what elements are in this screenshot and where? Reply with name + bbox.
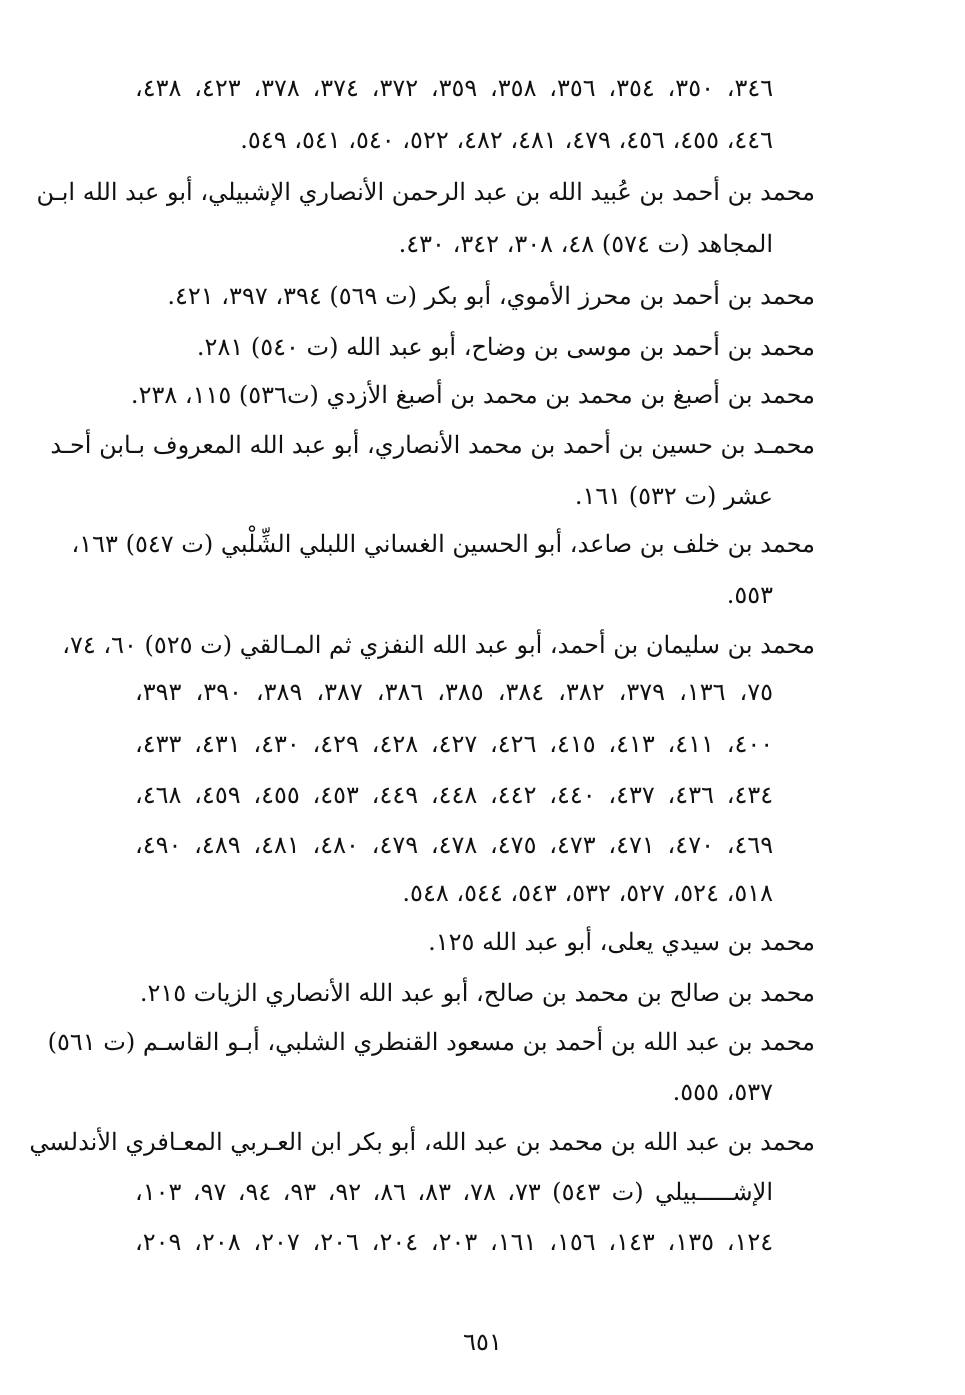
index-entry: محمد بن سيدي يعلى، أبو عبد الله ١٢٥. <box>428 928 815 956</box>
index-line: ٤٤٦، ٤٥٥، ٤٥٦، ٤٧٩، ٤٨١، ٤٨٢، ٥٢٢، ٥٤٠، ٥٤١، ٥٤٩. <box>240 126 773 154</box>
index-line: عشر (ت ٥٣٢) ١٦١. <box>574 482 773 510</box>
index-entry: محمد بن عبد الله بن محمد بن عبد الله، أبو بكر ابن العـربي المعـافري الأندلسي <box>29 1128 815 1156</box>
index-line: ٤٣٤، ٤٣٦، ٤٣٧، ٤٤٠، ٤٤٢، ٤٤٨، ٤٤٩، ٤٥٣، ٤٥٥، ٤٥٩، ٤٦٨، <box>135 781 774 809</box>
index-line: الإشـــــبيلي (ت ٥٤٣) ٧٣، ٧٨، ٨٣، ٨٦، ٩٢، ٩٣، ٩٤، ٩٧، ١٠٣، <box>135 1178 774 1206</box>
index-line: ١٢٤، ١٣٥، ١٤٣، ١٥٦، ١٦١، ٢٠٣، ٢٠٤، ٢٠٦، ٢٠٧، ٢٠٨، ٢٠٩، <box>135 1228 774 1256</box>
index-line: ٤٠٠، ٤١١، ٤١٣، ٤١٥، ٤٢٦، ٤٢٧، ٤٢٨، ٤٢٩، ٤٣٠، ٤٣١، ٤٣٣، <box>135 730 774 758</box>
index-entry: محمد بن أحمد بن محرز الأموي، أبو بكر (ت ٥٦٩) ٣٩٤، ٣٩٧، ٤٢١. <box>167 282 815 310</box>
index-entry: محمد بن أحمد بن عُبيد الله بن عبد الرحمن الأنصاري الإشبيلي، أبو عبد الله ابـن <box>36 178 815 206</box>
index-line: ٧٥، ١٣٦، ٣٧٩، ٣٨٢، ٣٨٤، ٣٨٥، ٣٨٦، ٣٨٧، ٣٨٩، ٣٩٠، ٣٩٣، <box>135 678 774 706</box>
index-entry: محمـد بن حسين بن أحمد بن محمد الأنصاري، أبو عبد الله المعروف بـابن أحـد <box>50 431 815 459</box>
index-entry: محمد بن سليمان بن أحمد، أبو عبد الله النفزي ثم المـالقي (ت ٥٢٥) ٦٠، ٧٤، <box>62 631 815 659</box>
index-entry: محمد بن صالح بن محمد بن صالح، أبو عبد الله الأنصاري الزيات ٢١٥. <box>139 979 815 1007</box>
index-entry: محمد بن خلف بن صاعد، أبو الحسين الغساني اللبلي الشِّلْبي (ت ٥٤٧) ١٦٣، <box>71 530 815 558</box>
index-line: ٥٣٧، ٥٥٥. <box>672 1078 773 1106</box>
index-line: ٥٥٣. <box>726 581 773 609</box>
index-entry: محمد بن أصبغ بن محمد بن محمد بن أصبغ الأزدي (ت٥٣٦) ١١٥، ٢٣٨. <box>130 381 815 409</box>
page-number: ٦٥١ <box>463 1328 502 1356</box>
index-entry: محمد بن عبد الله بن أحمد بن مسعود القنطري الشلبي، أبـو القاسـم (ت ٥٦١) <box>47 1028 815 1056</box>
index-line: ٤٦٩، ٤٧٠، ٤٧١، ٤٧٣، ٤٧٥، ٤٧٨، ٤٧٩، ٤٨٠، ٤٨١، ٤٨٩، ٤٩٠، <box>135 831 774 859</box>
index-line: ٥١٨، ٥٢٤، ٥٢٧، ٥٣٢، ٥٤٣، ٥٤٤، ٥٤٨. <box>402 879 773 907</box>
index-line: ٣٤٦، ٣٥٠، ٣٥٤، ٣٥٦، ٣٥٨، ٣٥٩، ٣٧٢، ٣٧٤، ٣٧٨، ٤٢٣، ٤٣٨، <box>135 74 774 102</box>
index-line: المجاهد (ت ٥٧٤) ٤٨، ٣٠٨، ٣٤٢، ٤٣٠. <box>398 230 773 258</box>
index-entry: محمد بن أحمد بن موسى بن وضاح، أبو عبد الله (ت ٥٤٠) ٢٨١. <box>196 333 815 361</box>
